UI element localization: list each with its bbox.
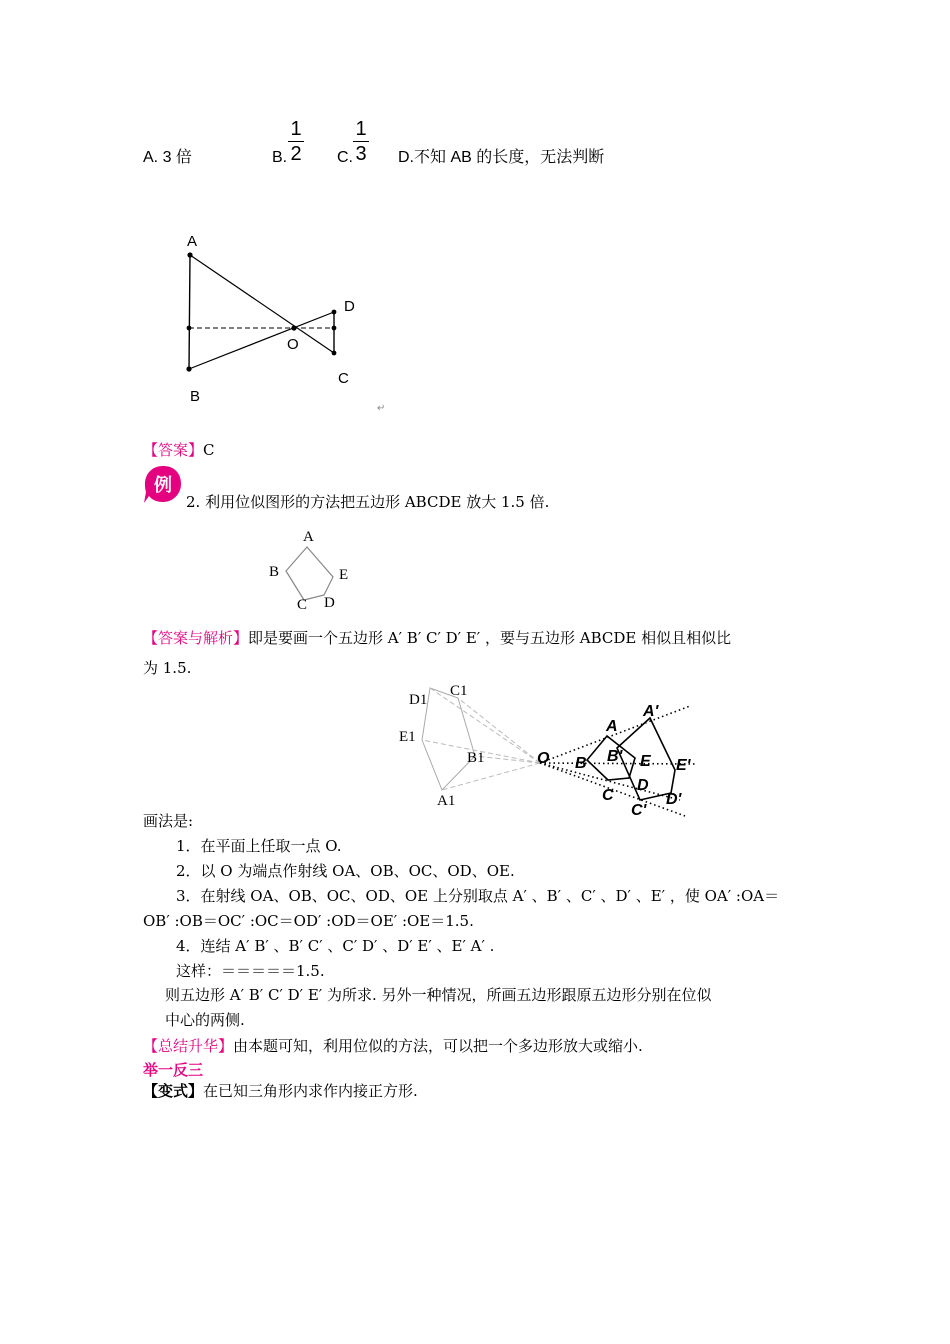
analysis-tag: 【答案与解析】 — [143, 629, 249, 647]
label-o: O — [537, 750, 550, 767]
method-conclusion-2: 中心的两侧. — [165, 1011, 245, 1029]
point-o — [291, 325, 296, 330]
label-d-prime: D' — [666, 791, 682, 808]
method-step-3b: OB′ :OB＝OC′ :OC＝OD′ :OD＝OE′ :OE＝1.5. — [143, 912, 474, 930]
method-conclusion-1: 则五边形 A′ B′ C′ D′ E′ 为所求. 另外一种情况，所画五边形跟原五边形分别在位似 — [165, 986, 712, 1004]
segment-bd — [189, 312, 334, 369]
analysis-text: 即是要画一个五边形 A′ B′ C′ D′ E′ ，要与五边形 ABCDE 相似且相似比 — [248, 629, 732, 647]
analysis-line-2: 为 1.5. — [143, 659, 192, 677]
label-e: E — [339, 567, 349, 583]
summary-tag: 【总结升华】 — [143, 1037, 234, 1055]
summary-text: 由本题可知，利用位似的方法，可以把一个多边形放大或缩小. — [233, 1037, 643, 1055]
fraction-one-half — [288, 118, 304, 165]
fraction-bar — [288, 141, 304, 142]
method-thus: 这样：＝＝＝＝＝1.5. — [176, 962, 325, 980]
answer-line — [143, 440, 215, 460]
figure-pentagon-abcde — [262, 525, 362, 617]
point-c — [332, 351, 337, 356]
option-a: A. 3 倍 — [143, 149, 192, 166]
variant-line — [143, 1081, 418, 1101]
label-e-prime: E' — [676, 757, 691, 774]
example-badge-icon — [143, 464, 183, 506]
point-a — [187, 252, 192, 257]
label-a: A — [187, 233, 198, 250]
variant-text: 在已知三角形内求作内接正方形. — [203, 1082, 418, 1100]
answer-tag: 【答案】 — [143, 441, 204, 459]
label-b: B — [575, 755, 587, 772]
method-step-3a: 3．在射线 OA、OB、OC、OD、OE 上分别取点 A′ 、B′ 、C′ 、D′ 、E′ ，使 OA′ :OA＝ — [176, 887, 780, 905]
option-c-prefix: C. — [337, 149, 353, 166]
label-e1: E1 — [399, 729, 416, 745]
label-a: A — [606, 718, 618, 735]
analysis-line-1 — [143, 628, 731, 648]
segment-ac — [190, 255, 334, 353]
label-c: C — [297, 597, 308, 613]
label-b1: B1 — [467, 750, 485, 766]
variant-tag: 【变式】 — [143, 1082, 204, 1100]
return-mark-icon: ↵ — [377, 403, 386, 414]
pentagon-abcde — [286, 547, 333, 600]
segment-ab — [189, 255, 190, 369]
label-d1: D1 — [409, 692, 428, 708]
point-d — [332, 310, 337, 315]
answer-value: C — [203, 441, 215, 459]
option-d: D.不知 AB 的长度，无法判断 — [398, 149, 605, 166]
point-b — [186, 366, 191, 371]
point-dc-mid — [332, 326, 337, 331]
method-step-1: 1．在平面上任取一点 O. — [176, 837, 342, 855]
example-text: 2. 利用位似图形的方法把五边形 ABCDE 放大 1.5 倍. — [186, 493, 550, 511]
method-step-2: 2．以 O 为端点作射线 OA、OB、OC、OD、OE. — [176, 862, 515, 880]
rays-to-opposite-pentagon — [422, 688, 540, 790]
figure-ab-cd-o — [170, 225, 400, 420]
label-c1: C1 — [450, 683, 468, 699]
label-c-prime: C' — [631, 802, 647, 818]
fraction-bar — [353, 141, 369, 142]
label-a: A — [303, 529, 314, 545]
method-step-4: 4．连结 A′ B′ 、B′ C′ 、C′ D′ 、D′ E′ 、E′ A′ . — [176, 937, 495, 955]
section-title: 举一反三 — [143, 1061, 204, 1079]
label-a-prime: A' — [643, 703, 659, 720]
pentagon-a1b1c1d1e1 — [422, 688, 475, 790]
summary-line — [143, 1036, 643, 1056]
label-c: C — [338, 370, 349, 387]
label-o: O — [287, 336, 299, 353]
fraction-denominator: 2 — [290, 143, 302, 165]
label-b-prime: B' — [607, 748, 623, 765]
fraction-one-third — [353, 118, 369, 165]
example-badge-label: 例 — [154, 475, 172, 496]
option-b-prefix: B. — [272, 149, 288, 166]
label-a1: A1 — [437, 793, 456, 809]
method-title: 画法是: — [143, 812, 194, 830]
label-d: D — [324, 595, 335, 611]
fraction-numerator: 1 — [355, 118, 367, 140]
fraction-denominator: 3 — [355, 143, 367, 165]
fraction-numerator: 1 — [290, 118, 302, 140]
label-d: D — [344, 298, 355, 315]
label-c: C — [602, 787, 614, 804]
label-b: B — [269, 564, 280, 580]
label-d: D — [637, 777, 649, 794]
label-e: E — [640, 753, 651, 770]
point-ab-mid — [187, 326, 192, 331]
figure-homothety — [395, 678, 700, 818]
label-b: B — [190, 388, 201, 405]
